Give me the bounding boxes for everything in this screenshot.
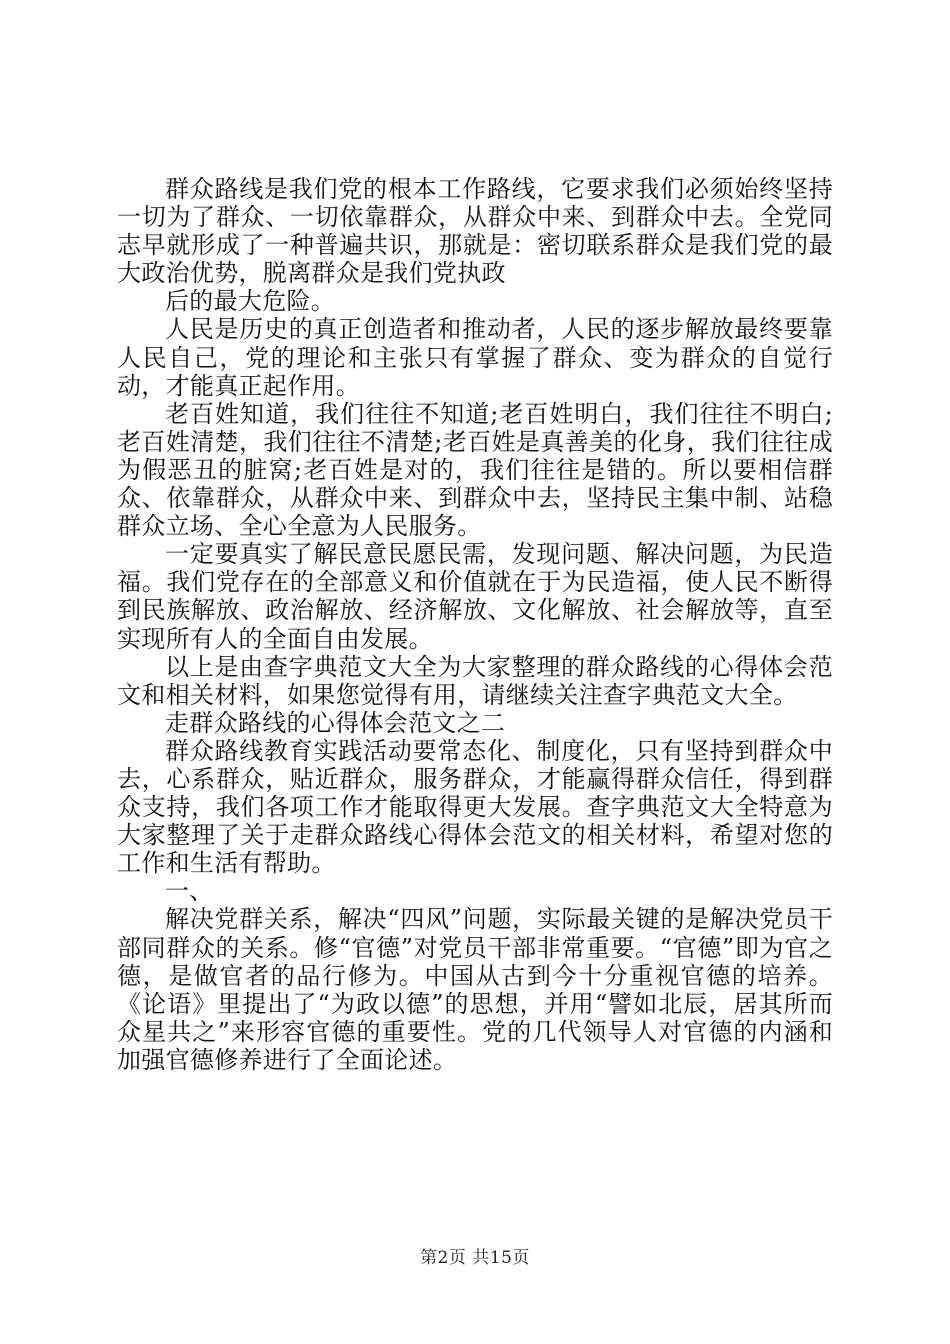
paragraph-2: 后的最大危险。 <box>165 287 336 316</box>
paragraph-1: 群众路线是我们党的根本工作路线，它要求我们必须始终坚持一切为了群众、一切依靠群众，从群众中来、到群众中去。全党同志早就形成了一种普遍共识，那就是：密切联系群众是我们党的最大政治优势，脱离群众是我们党执政 <box>117 175 833 288</box>
page-number-footer: 第2页 共15页 <box>420 1248 530 1268</box>
paragraph-7: 群众路线教育实践活动要常态化、制度化，只有坚持到群众中去，心系群众，贴近群众，服务群众，才能赢得群众信任，得到群众支持，我们各项工作才能取得更大发展。查字典范文大全特意为大家整理了关于走群众路线心得体会范文的相关材料，希望对您的工作和生活有帮助。 <box>117 736 833 878</box>
document-body <box>117 175 833 1074</box>
section-heading: 走群众路线的心得体会范文之二 <box>165 708 506 737</box>
paragraph-4: 老百姓知道，我们往往不知道;老百姓明白，我们往往不明白;老百姓清楚，我们往往不清楚;老百姓是真善美的化身，我们往往成为假恶丑的脏窝;老百姓是对的，我们往往是错的。所以要相信群众、依靠群众，从群众中来、到群众中去，坚持民主集中制、站稳群众立场、全心全意为人民服务。 <box>117 399 833 541</box>
section-number: 一、 <box>165 877 214 906</box>
paragraph-8: 解决党群关系，解决“四风”问题，实际最关键的是解决党员干部同群众的关系。修“官德”对党员干部非常重要。“官德”即为官之德，是做官者的品行修为。中国从古到今十分重视官德的培养。《论语》里提出了“为政以德”的思想，并用“譬如北辰，居其所而众星共之”来形容官德的重要性。党的几代领导人对官德的内涵和加强官德修养进行了全面论述。 <box>117 905 833 1074</box>
paragraph-3: 人民是历史的真正创造者和推动者，人民的逐步解放最终要靠人民自己，党的理论和主张只有掌握了群众、变为群众的自觉行动，才能真正起作用。 <box>117 315 833 400</box>
paragraph-6: 以上是由查字典范文大全为大家整理的群众路线的心得体会范文和相关材料，如果您觉得有用，请继续关注查字典范文大全。 <box>117 652 833 709</box>
paragraph-5: 一定要真实了解民意民愿民需，发现问题、解决问题，为民造福。我们党存在的全部意义和价值就在于为民造福，使人民不断得到民族解放、政治解放、经济解放、文化解放、社会解放等，直至实现所有人的全面自由发展。 <box>117 540 833 653</box>
